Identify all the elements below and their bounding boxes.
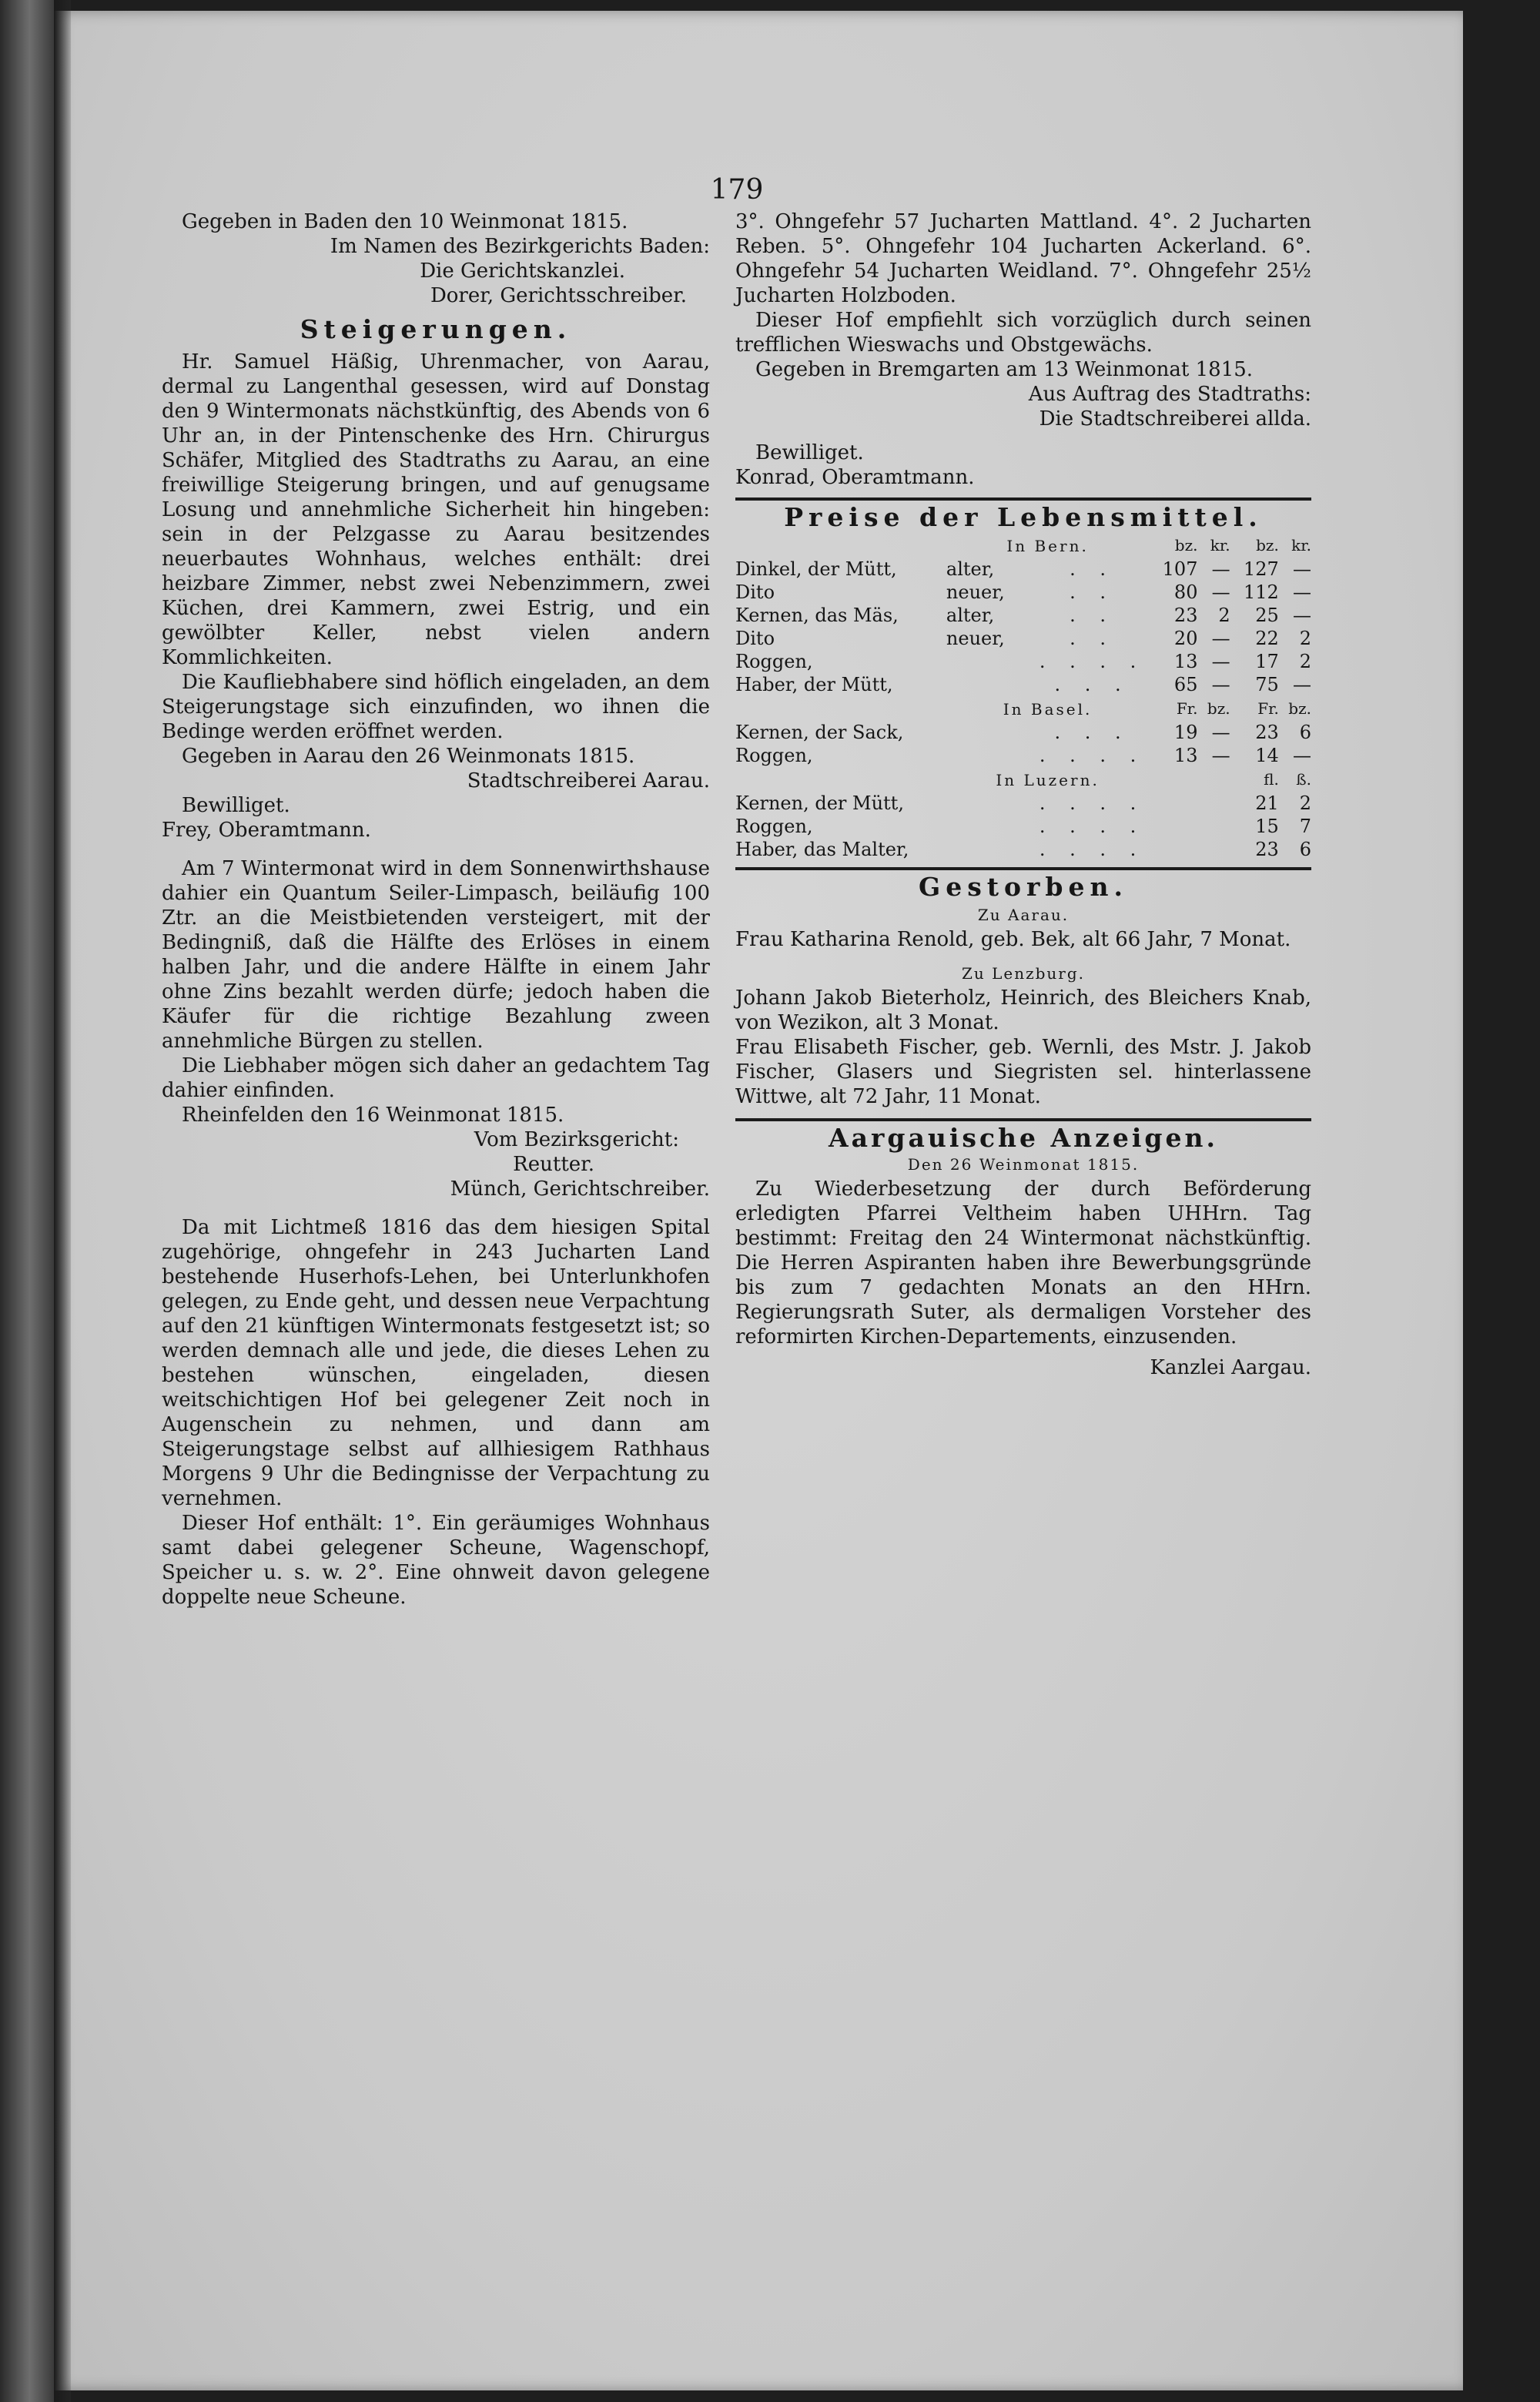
price-value: — xyxy=(1211,628,1230,649)
price-value: — xyxy=(1211,651,1230,672)
baden-notice xyxy=(162,209,710,308)
price-value: 20 xyxy=(1173,628,1198,649)
spital-approved: Bewilliget. xyxy=(755,441,864,464)
price-value: 2 xyxy=(1299,792,1311,814)
price-value: — xyxy=(1211,558,1230,580)
price-item: Kernen, der Sack, xyxy=(735,722,904,743)
haessig-date: Gegeben in Aarau den 26 Weinmonats 1815. xyxy=(182,745,635,768)
aargau-date: Den 26 Weinmonat 1815. xyxy=(907,1155,1140,1174)
price-kind: neuer, xyxy=(946,628,1005,649)
deaths-heading: Gestorben. xyxy=(919,872,1128,902)
price-value: 112 xyxy=(1244,581,1279,603)
page-gutter xyxy=(54,0,71,2402)
table-row: Roggen, . . . . 15 7 xyxy=(735,816,1311,837)
price-value: 19 xyxy=(1173,722,1198,743)
price-kind xyxy=(946,673,1036,696)
spital-continued-body: 3°. Ohngefehr 57 Jucharten Mattland. 4°. 2 Jucharten Reben. 5°. Ohngefehr 104 Jucharten Ackerland. 6°. Ohngefehr 54 Jucharten Weidland. 7°. Ohngefehr 25½ Jucharten Holzboden. xyxy=(735,210,1311,307)
price-value: — xyxy=(1293,581,1311,603)
price-value: — xyxy=(1293,674,1311,695)
unit-header: Fr. xyxy=(1257,699,1279,718)
basel-header-row xyxy=(735,696,1311,721)
price-value: 23 xyxy=(1255,839,1279,860)
price-value: 17 xyxy=(1255,651,1279,672)
rheinfelden-notice xyxy=(162,856,710,1201)
lenzburg-label: Zu Lenzburg. xyxy=(961,964,1086,983)
unit-header: bz. xyxy=(1207,699,1230,718)
price-value: 14 xyxy=(1255,745,1279,766)
prices-section xyxy=(735,502,1311,861)
haessig-invite: Die Kaufliebhabere sind höflich eingeladen, an dem Steigerungstage sich einzufinden, wo ihnen die Bedinge werden eröffnet werden. xyxy=(162,671,710,743)
price-value: 2 xyxy=(1218,605,1230,626)
spital-continued xyxy=(735,209,1311,490)
right-column xyxy=(735,209,1311,1380)
price-item: Roggen, xyxy=(735,745,813,766)
price-value: 6 xyxy=(1299,839,1311,860)
steigerungen-heading: Steigerungen. xyxy=(300,314,572,344)
spital-contents: Dieser Hof enthält: 1°. Ein geräumiges Wohnhaus samt dabei gelegener Scheune, Wagenschopf, Speicher u. s. w. 2°. Eine ohnweit davon gelegene doppelte neue Scheune. xyxy=(162,1512,710,1609)
lenzburg-entry-2: Frau Elisabeth Fischer, geb. Wernli, des Mstr. J. Jakob Fischer, Glasers und Siegristen sel. hinterlassene Wittwe, alt 72 Jahr, 11 Monat. xyxy=(735,1036,1311,1108)
price-item: Dito xyxy=(735,628,775,649)
rheinfelden-date: Rheinfelden den 16 Weinmonat 1815. xyxy=(182,1104,564,1127)
spital-body: Da mit Lichtmeß 1816 das dem hiesigen Spital zugehörige, ohngefehr in 243 Jucharten Land bestehende Huserhofs-Lehen, bei Unterlunkhofen gelegen, zu Ende geht, und dessen neue Verpachtung auf den 21 künftigen Wintermonats festgesetzt ist; so werden demnach alle und jede, die dieses Lehen zu bestehen wünschen, eingeladen, diesen weitschichtigen Hof bei gelegener Zeit noch in Augenschein zu nehmen, und dann am Steigerungstage selbst auf allhiesigem Rathhaus Morgens 9 Uhr die Bedingnisse der Verpachtung zu vernehmen. xyxy=(162,1216,710,1510)
spital-recommend: Dieser Hof empfiehlt sich vorzüglich durch seinen trefflichen Wieswachs und Obstgewächs. xyxy=(735,309,1311,357)
price-value: — xyxy=(1211,722,1230,743)
price-item: Kernen, das Mäs, xyxy=(735,605,899,626)
spital-official: Konrad, Oberamtmann. xyxy=(735,466,975,489)
lenzburg-entry-1: Johann Jakob Bieterholz, Heinrich, des Bleichers Knab, von Wezikon, alt 3 Monat. xyxy=(735,987,1311,1034)
price-value: 25 xyxy=(1255,605,1279,626)
spital-commission: Aus Auftrag des Stadtraths: xyxy=(1028,383,1311,406)
haessig-body: Hr. Samuel Häßig, Uhrenmacher, von Aarau, dermal zu Langenthal gesessen, wird auf Donstag den 9 Wintermonats nächstkünftig, des Abends von 6 Uhr an, in der Pintenschenke des Hrn. Chirurgus Schäfer, Mitglied des Stadtraths zu Aarau, an eine freiwillige Steigerung bringen, und auf genugsame Losung und annehmliche Sicherheit hin hingeben: sein in der Pelzgasse zu Aarau besitzendes neuerbautes Wohnhaus, welches enthält: drei heizbare Zimmer, nebst zwei Nebenzimmern, zwei Küchen, drei Kammern, zwei Estrig, und ein gewölbter Keller, nebst vielen andern Kommlichkeiten. xyxy=(162,350,710,669)
price-value: 22 xyxy=(1255,628,1279,649)
baden-date: Gegeben in Baden den 10 Weinmonat 1815. xyxy=(182,210,628,233)
baden-office: Die Gerichtskanzlei. xyxy=(420,260,625,283)
unit-header: Fr. xyxy=(1176,699,1198,718)
price-value: 6 xyxy=(1299,722,1311,743)
rheinfelden-signature: Münch, Gerichtschreiber. xyxy=(450,1178,710,1201)
deaths-section xyxy=(735,872,1311,1109)
aargau-section xyxy=(735,1123,1311,1380)
unit-header: fl. xyxy=(1264,770,1279,789)
price-value: 75 xyxy=(1255,674,1279,695)
facing-page-edge xyxy=(0,0,54,2402)
price-item: Haber, das Malter, xyxy=(735,839,909,860)
table-row: Dinkel, der Mütt, alter, . . 107 — 127 — xyxy=(735,558,1311,580)
unit-header: bz. xyxy=(1174,536,1198,554)
table-row: Kernen, der Mütt, . . . . 21 2 xyxy=(735,792,1311,814)
prices-heading: Preise der Lebensmittel. xyxy=(784,502,1263,532)
price-value: — xyxy=(1211,745,1230,766)
price-value: 107 xyxy=(1162,558,1198,580)
table-row: Roggen, . . . . 13 — 17 2 xyxy=(735,651,1311,672)
price-value: — xyxy=(1293,605,1311,626)
aargau-heading: Aargauische Anzeigen. xyxy=(829,1123,1218,1153)
rheinfelden-invite: Die Liebhaber mögen sich daher an gedachtem Tag dahier einfinden. xyxy=(162,1054,710,1102)
price-value: 13 xyxy=(1173,651,1198,672)
price-value: 13 xyxy=(1173,745,1198,766)
unit-header: kr. xyxy=(1210,536,1230,554)
section-rule xyxy=(735,1118,1311,1121)
prices-table xyxy=(735,533,1311,861)
luzern-city-label: In Luzern. xyxy=(996,771,1100,789)
rheinfelden-body: Am 7 Wintermonat wird in dem Sonnenwirthshause dahier ein Quantum Seiler-Limpasch, beiläufig 100 Ztr. an die Meistbietenden versteigert, mit der Bedingniß, daß die Hälfte des Erlöses in einem halben Jahr, und die andere Hälfte in einem Jahr ohne Zins bezahlt werden dürfe; jedoch haben die Käufer für die richtige Bezahlung zween annehmliche Bürgen zu stellen. xyxy=(162,857,710,1053)
unit-header: kr. xyxy=(1291,536,1311,554)
luzern-header-row xyxy=(735,767,1311,792)
spital-notice xyxy=(162,1215,710,1610)
haessig-signature: Stadtschreiberei Aarau. xyxy=(467,769,710,792)
price-value: 2 xyxy=(1299,628,1311,649)
aargau-body: Zu Wiederbesetzung der durch Beförderung erledigten Pfarrei Veltheim haben UHHrn. Tag bestimmt: Freitag den 24 Wintermonat nächstkünftig. Die Herren Aspiranten haben ihre Bewerbungsgründe bis zum 7 gedachten Monats an den HHrn. Regierungsrath Suter, als dermaligen Vorsteher des reformirten Kirchen-Departements, einzusenden. xyxy=(735,1178,1311,1348)
unit-header: bz. xyxy=(1288,699,1311,718)
price-item: Haber, der Mütt, xyxy=(735,674,893,695)
rheinfelden-name: Reutter. xyxy=(513,1153,594,1176)
aargau-signature: Kanzlei Aargau. xyxy=(1150,1356,1311,1379)
price-item: Dinkel, der Mütt, xyxy=(735,558,897,580)
price-value: 2 xyxy=(1299,651,1311,672)
price-item: Kernen, der Mütt, xyxy=(735,792,904,814)
price-value: 80 xyxy=(1173,581,1198,603)
section-rule xyxy=(735,867,1311,870)
price-value: — xyxy=(1293,558,1311,580)
price-kind xyxy=(946,650,1036,673)
price-item: Dito xyxy=(735,581,775,603)
price-kind: neuer, xyxy=(946,581,1005,603)
price-kind: alter, xyxy=(946,605,995,626)
unit-header: bz. xyxy=(1256,536,1279,554)
bern-header-row xyxy=(735,533,1311,558)
table-row: Haber, der Mütt, . . . 65 — 75 — xyxy=(735,674,1311,695)
haessig-official: Frey, Oberamtmann. xyxy=(162,819,371,842)
baden-signature: Dorer, Gerichtsschreiber. xyxy=(430,284,687,307)
haessig-approved: Bewilliget. xyxy=(182,794,290,817)
table-row: Dito neuer, . . 20 — 22 2 xyxy=(735,628,1311,649)
rheinfelden-court: Vom Bezirksgericht: xyxy=(474,1128,679,1151)
price-value: 21 xyxy=(1255,792,1279,814)
price-value: 15 xyxy=(1255,816,1279,837)
basel-city-label: In Basel. xyxy=(1003,700,1093,719)
spital-date: Gegeben in Bremgarten am 13 Weinmonat 1815. xyxy=(755,358,1254,381)
left-column xyxy=(162,209,710,1610)
table-row: Dito neuer, . . 80 — 112 — xyxy=(735,581,1311,603)
bern-city-label: In Bern. xyxy=(1006,537,1089,555)
table-row: Haber, das Malter, . . . . 23 6 xyxy=(735,839,1311,860)
price-item: Roggen, xyxy=(735,816,813,837)
baden-authority: Im Namen des Bezirkgerichts Baden: xyxy=(330,235,710,258)
price-value: 65 xyxy=(1173,674,1198,695)
table-row: Roggen, . . . . 13 — 14 — xyxy=(735,745,1311,766)
price-kind: alter, xyxy=(946,558,995,580)
table-row: Kernen, das Mäs, alter, . . 23 2 25 — xyxy=(735,605,1311,626)
page-number: 179 xyxy=(710,174,764,206)
price-value: — xyxy=(1211,581,1230,603)
spital-office: Die Stadtschreiberei allda. xyxy=(1039,407,1311,430)
price-value: 23 xyxy=(1173,605,1198,626)
price-value: 127 xyxy=(1244,558,1279,580)
price-value: 23 xyxy=(1255,722,1279,743)
section-rule xyxy=(735,497,1311,501)
price-item: Roggen, xyxy=(735,651,813,672)
unit-header: ß. xyxy=(1296,770,1311,789)
haessig-notice xyxy=(162,350,710,843)
price-value: — xyxy=(1293,745,1311,766)
price-value: — xyxy=(1211,674,1230,695)
aarau-label: Zu Aarau. xyxy=(977,906,1070,924)
aarau-entry: Frau Katharina Renold, geb. Bek, alt 66 Jahr, 7 Monat. xyxy=(735,928,1291,951)
table-row: Kernen, der Sack, . . . 19 — 23 6 xyxy=(735,722,1311,743)
price-value: 7 xyxy=(1299,816,1311,837)
